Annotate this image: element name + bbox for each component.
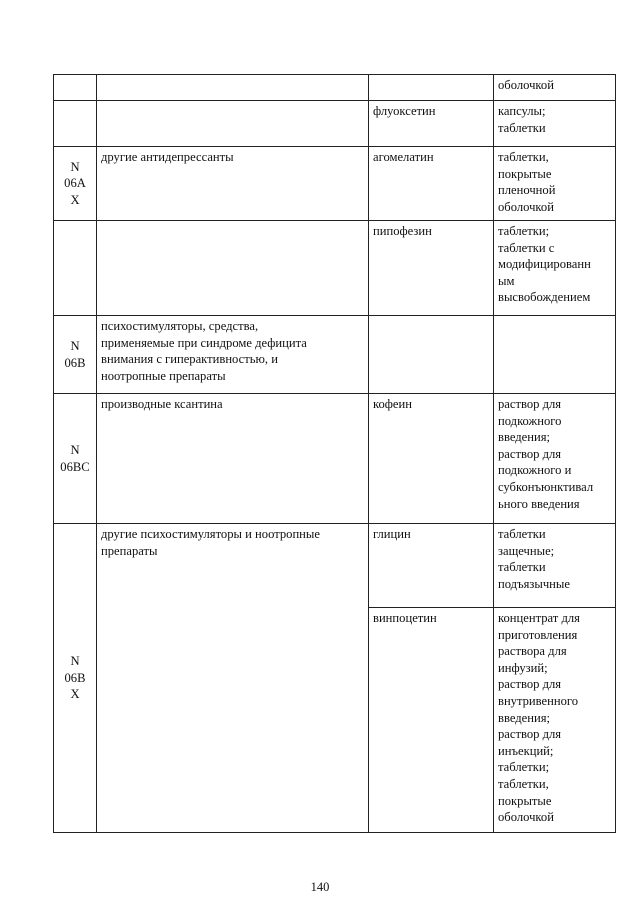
form-cell	[494, 524, 616, 608]
atc-code-cell	[54, 316, 97, 394]
form-cell	[494, 316, 616, 394]
atc-code-cell	[54, 147, 97, 221]
drug-cell	[369, 75, 494, 101]
group-text: другие психостимуляторы и ноотропные препараты	[101, 527, 320, 558]
form-cell	[494, 101, 616, 147]
table-row	[54, 221, 616, 316]
drug-name: кофеин	[373, 397, 413, 411]
drug-cell	[369, 316, 494, 394]
group-cell	[97, 316, 369, 394]
drug-cell	[369, 394, 494, 524]
atc-code-part: N	[70, 654, 80, 669]
dosage-form: концентрат для приготовления раствора для инфузий; раствор для внутривенного введения; раствор для инъекций; таблетки; таблетки, покрытые оболочкой	[498, 611, 580, 825]
table-row	[54, 394, 616, 524]
table-row	[54, 147, 616, 221]
table-row	[54, 524, 616, 608]
group-cell	[97, 147, 369, 221]
dosage-form: оболочкой	[498, 78, 554, 92]
group-cell	[97, 101, 369, 147]
atc-code-part: N	[70, 442, 80, 457]
form-cell	[494, 394, 616, 524]
dosage-form: капсулы; таблетки	[498, 104, 546, 135]
atc-code-part: X	[70, 192, 80, 207]
atc-code-cell	[54, 101, 97, 147]
atc-code-cell	[54, 394, 97, 524]
drug-name: глицин	[373, 527, 411, 541]
table-row	[54, 75, 616, 101]
drug-cell	[369, 221, 494, 316]
drug-table	[53, 74, 616, 833]
group-cell	[97, 221, 369, 316]
dosage-form: таблетки; таблетки с модифицированн ым высвобождением	[498, 224, 591, 305]
group-cell	[97, 394, 369, 524]
atc-code-part: N	[70, 159, 80, 174]
atc-code-part: 06B	[64, 355, 86, 370]
group-cell	[97, 75, 369, 101]
drug-cell	[369, 608, 494, 833]
atc-code-part: 06BC	[60, 459, 90, 474]
drug-name: флуоксетин	[373, 104, 436, 118]
atc-code-cell	[54, 221, 97, 316]
form-cell	[494, 608, 616, 833]
dosage-form: таблетки защечные; таблетки подъязычные	[498, 527, 570, 591]
group-text: психостимуляторы, средства, применяемые при синдроме дефицита внимания с гиперактивностью, и ноотропные препараты	[101, 319, 307, 383]
atc-code-cell	[54, 75, 97, 101]
drug-cell	[369, 524, 494, 608]
group-text: другие антидепрессанты	[101, 150, 234, 164]
form-cell	[494, 75, 616, 101]
group-cell	[97, 524, 369, 833]
atc-code-part: 06B	[64, 670, 86, 685]
dosage-form: раствор для подкожного введения; раствор для подкожного и субконъюнктивал ьного введения	[498, 397, 594, 511]
drug-cell	[369, 101, 494, 147]
drug-name: агомелатин	[373, 150, 434, 164]
atc-code-part: N	[70, 338, 80, 353]
group-text: производные ксантина	[101, 397, 223, 411]
dosage-form: таблетки, покрытые пленочной оболочкой	[498, 150, 556, 214]
drug-cell	[369, 147, 494, 221]
form-cell	[494, 147, 616, 221]
drug-name: винпоцетин	[373, 611, 437, 625]
atc-code-part: 06A	[64, 176, 86, 191]
drug-name: пипофезин	[373, 224, 432, 238]
table-row	[54, 101, 616, 147]
form-cell	[494, 221, 616, 316]
atc-code-cell	[54, 524, 97, 833]
page-number: 140	[310, 880, 330, 894]
table-row	[54, 316, 616, 394]
atc-code-part: X	[70, 687, 80, 702]
